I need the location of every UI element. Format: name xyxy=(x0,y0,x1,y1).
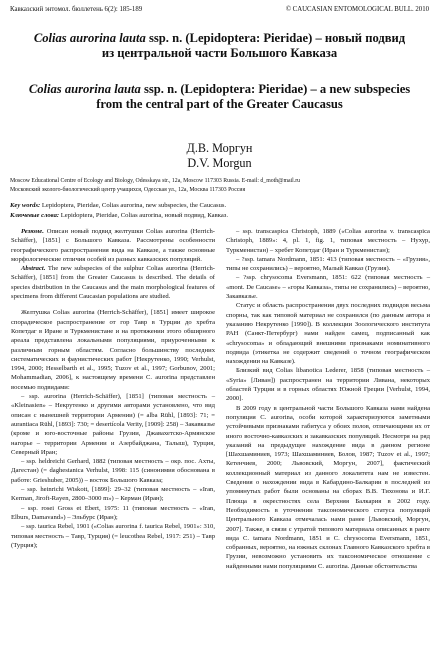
subspecies-entry: – ?ssp. tamara Nordmann, 1851: 413 (типовая местность – «Грузия», типы не сохранились) – вероятно, Малый Кавказ (Грузия). xyxy=(226,255,430,273)
keywords-english-label: Key words: xyxy=(10,202,41,209)
subspecies-entry: – ssp. transcaspica Christoph, 1889 («Colias aurorina v. transcaspica Christoph, 1889»: 4, pl. 1, fig. 1, типовая местность – Нухур, Туркменистан) – хребет Копетдаг (Иран и Туркменистан); xyxy=(226,228,430,254)
title-russian-line2: из центральной части Большого Кавказа xyxy=(101,46,338,60)
subspecies-entry: – ssp. taurica Rebel, 1901 («Colias aurorina f. taurica Rebel, 1901»: 310, типовая местность – Тавр, Турция) (= leucothea Rebel, 1917: 251) – Тавр (Турция); xyxy=(11,523,215,549)
title-english-species: Colias aurorina lauta xyxy=(28,82,141,96)
subspecies-entry: – ssp. aurorina (Herrich-Schäffer), [1851] (типовая местность – «Kleinasien» – Некрутенко и другими авторами установлено, что вид описан с нынешней территории Армении) (= alba Rühl, [1893]: 71; = aurantiaca Rühl, [1893]: 730; = desertícola Verity, [1909]: 258) – Закавказье (кроме и юго-восточные районы Грузии, Джавахетско-Армянское нагорье – территории Армении и Азербайджана, Талыш), Турция, Северный Иран; xyxy=(11,393,215,456)
affiliation-english: Moscow Educational Centre of Ecology and Biology, Odesskaya str., 12a, Moscow 117303 Russia. E-mail: d_moth@mail.ru xyxy=(10,178,301,184)
keywords-english xyxy=(10,201,429,210)
copyright-notice: © CAUCASIAN ENTOMOLOGICAL BULL. 2010 xyxy=(285,6,429,13)
author-russian: Д.В. Моргун xyxy=(186,141,253,155)
title-english-line2: from the central part of the Greater Caucasus xyxy=(96,97,343,111)
resume-text: Описан новый подвид желтушки Colias aurorina (Herrich-Schäffer), [1851] с Большого Кавказа. Рассмотрены особенности географического распространения вида на Кавказе, а также основные морфологические отличия особей из разных кавказских популяций. xyxy=(11,228,215,263)
title-russian-rest: ssp. n. (Lepidoptera: Pieridae) – новый подвид xyxy=(145,31,406,45)
body-paragraph: Желтушка Colias aurorina (Herrich-Schäffer), [1851] имеет широкое спорадическое распространение от гор Тавр в Турции до хребта Копетдаг в Иране и Туркменистане и на протяжении этого обширного ареала представлена локальными популяциями, приуроченными к различным горным областям. Согласно большинству последних систематических и фаунистических работ [Некрутенко, 1990; Verhulst, 1994, 2000; Hesselbarth et al., 1995; Tuzov et al., 1997; Gorbunov, 2001; Mohammadian, 2006], к настоящему времени C. aurorina представлен восемью подвидами: xyxy=(11,309,215,391)
body-paragraph: Близкий вид Colias libanotica Lederer, 1858 (типовая местность – «Syria» [Ливан]) распространен на территории Ливана, некоторых областей Турции и в горных областях Южной Греции [Verhulst, 1994, 2000]. xyxy=(226,367,430,403)
running-header xyxy=(10,6,429,16)
body-paragraph: В 2009 году в центральной части Большого Кавказа нами найдена популяция C. aurorina, особи которой характеризуются заметными устойчивыми признаками габитуса у обоих полов, отличающими их от иного восточно-кавказских и закавказских популяций. Несмотря на ряд указаний на предыдущее нахождение вида в данном регионе [Шахшаминиев, 1973; Шахшаминиев, Болов, 1987; Tuzov et al., 1997; Кетенчиев, 2000; Львовский, Моргун, 2007], фактический коллекционный материал из данного локалитета нам не известен. Сведения о нахождении вида в Кабардино-Балкарии в последней из упомянутых работ были основаны на сборах В.В. Тихонова и И.Г. Плюща в окрестностях села Верхняя Балкария в 2002 году. Необходимость в уточнении таксономического статуса популяций Центрального Кавказа отмечалась нами ранее [Львовский, Моргун, 2007]. Также, в связи с утратой типового материала описанных в ранге вида C. tamara Nordmann, 1851 и C. chrysocoma Eversmann, 1851, собранных, вероятно, на южных склонах Главного Кавказского хребта в Грузии, невозможно установить их таксономическое отношение с найденными нами популяциями C. aurorina. Данные обстоятельства xyxy=(226,404,430,570)
affiliation-russian: Московский эколого-биологический центр учащихся, Одесская ул., 12а, Москва 117303 Россия xyxy=(10,187,246,193)
subspecies-entry: – ?ssp. chrysocoma Eversmann, 1851: 622 (типовая местность – «mont. De Caucase» – «горы Кавказа», типы не сохранились) – вероятно, Закавказье. xyxy=(226,274,430,301)
body-paragraph: Статус и область распространения двух последних подвидов весьма спорны, так как типовой материал не сохранился (по данным автора и указанию Некрутенко [1990]). В коллекции Зоологического института РАН (Санкт-Петербург) нами найден самец, подписанный как «chrysocoma» и обладающий внешними признаками номинативного подвида (этикетка не содержит сведений о точном географическом нахождении на Кавказе). xyxy=(226,302,430,366)
keywords-russian-text: Lepidoptera, Pieridae, Colias aurorina, новый подвид, Кавказ. xyxy=(59,212,229,219)
resume-paragraph xyxy=(11,227,215,264)
subspecies-entry: – ssp. heinrichi Wiskott, [1899]: 29–32 (типовая местность – «Iran, Kerman, Jiroft-Rayen, 2800–3000 m») – Керман (Иран); xyxy=(11,486,215,503)
title-english-rest: ssp. n. (Lepidoptera: Pieridae) – a new subspecies xyxy=(140,82,411,96)
abstract-label: Abstract. xyxy=(21,265,46,273)
keywords-russian xyxy=(10,211,429,220)
abstract-paragraph xyxy=(11,264,215,301)
resume-label: Резюме. xyxy=(21,228,44,235)
title-russian-species: Colias aurorina lauta xyxy=(33,31,146,45)
title-russian xyxy=(14,31,425,61)
abstract-text: The new subspecies of the sulphur Colias aurorina (Herrich-Schäffer), [1851] from the Greater Caucasus is described. The details of species distribution in the Caucasus and the main morphological features of specimens from different Caucasian populations are studied. xyxy=(11,265,215,301)
journal-citation: Кавказский энтомол. бюллетень 6(2): 185-189 xyxy=(10,6,143,13)
keywords-russian-label: Ключевые слова: xyxy=(10,212,60,219)
title-english xyxy=(14,82,425,112)
author-english: D.V. Morgun xyxy=(187,156,252,170)
right-column xyxy=(226,227,430,571)
subspecies-entry: – ssp. heldreichi Gerhard, 1882 (типовая местность – окр. пос. Ахты, Дагестан) (= daghestanica Verhulst, 1998: 115 (синонимия обоснована в работе: Grieshuber, 2005)) – восток Большого Кавказа; xyxy=(11,458,215,484)
left-column xyxy=(11,227,215,550)
keywords-english-text: Lepidoptera, Pieridae, Colias aurorina, new subspecies, the Caucasus. xyxy=(40,202,227,209)
subspecies-entry: – ssp. rosei Gross et Ebert, 1975: 11 (типовая местность – «Iran, Elburs, Damavand») – Эльбурс (Иран); xyxy=(11,504,215,521)
